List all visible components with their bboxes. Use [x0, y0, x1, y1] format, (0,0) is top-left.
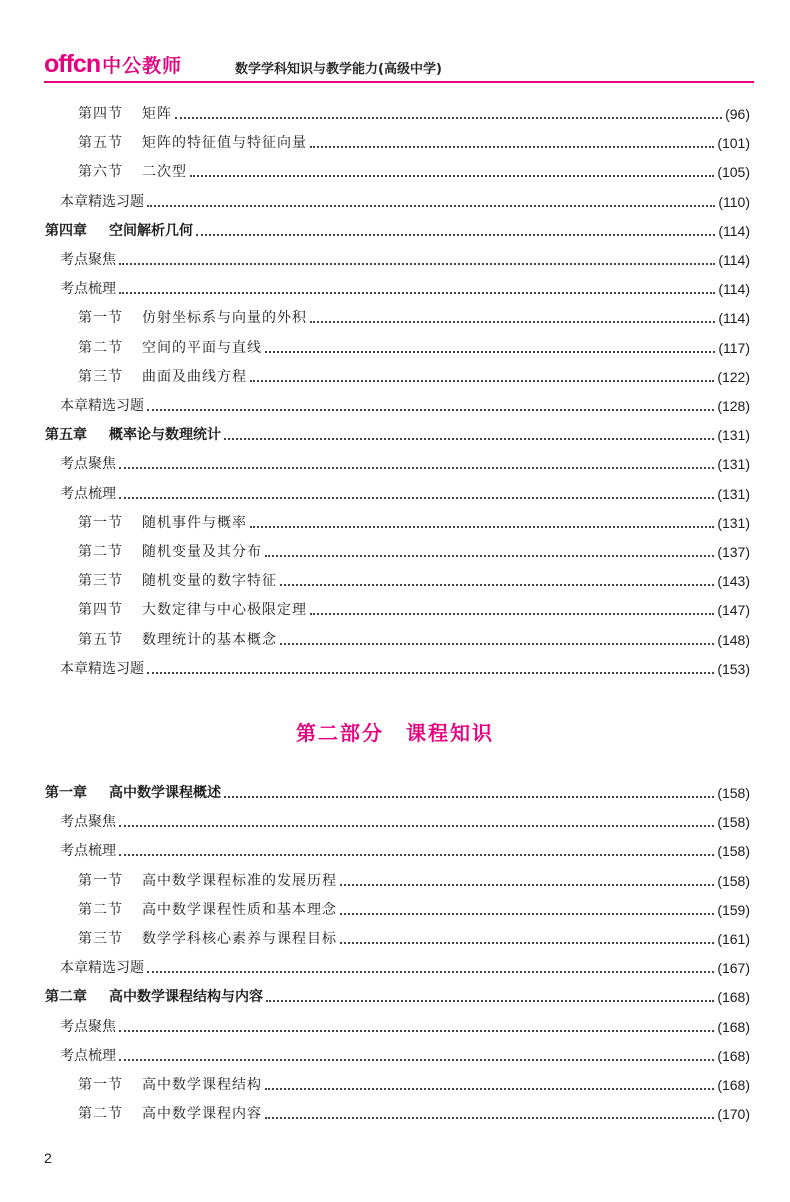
toc-entry-label	[60, 280, 116, 298]
toc-entry-label	[78, 514, 247, 532]
toc-entry-section	[0, 128, 790, 152]
toc-entry-page: (158)	[717, 872, 750, 889]
toc-entry-title: 随机事件与概率	[142, 514, 247, 531]
toc-entry-label	[78, 134, 307, 152]
toc-entry-number: 第一节	[78, 514, 123, 531]
toc-entry-page: (168)	[717, 1018, 750, 1035]
header-divider	[44, 81, 754, 83]
leader-dots	[340, 884, 714, 886]
toc-entry-section	[0, 895, 790, 919]
toc-entry-page: (131)	[717, 427, 750, 444]
toc-entry-chapter	[0, 216, 790, 240]
toc-entry-title: 本章精选习题	[60, 960, 144, 977]
toc-entry-label	[60, 193, 144, 211]
toc-entry-page: (153)	[717, 660, 750, 677]
toc-entry-page: (131)	[717, 456, 750, 473]
toc-entry-topic	[0, 1041, 790, 1065]
toc-entry-number: 第四节	[78, 106, 123, 122]
toc-entry-page: (148)	[717, 631, 750, 648]
toc-entry-title: 矩阵的特征值与特征向量	[142, 135, 307, 152]
toc-entry-label	[60, 455, 116, 473]
toc-entry-number: 第二章	[45, 989, 87, 1006]
leader-dots	[147, 205, 715, 207]
leader-dots	[119, 263, 715, 265]
toc-entry-section	[0, 303, 790, 327]
toc-entry-exercise	[0, 187, 790, 211]
toc-entry-page: (96)	[725, 106, 750, 122]
toc-entry-title: 本章精选习题	[60, 660, 144, 677]
toc-entry-topic	[0, 1012, 790, 1036]
toc-entry-label	[78, 901, 337, 919]
toc-entry-page: (137)	[717, 544, 750, 560]
leader-dots	[224, 438, 714, 440]
toc-entry-number: 第三节	[78, 931, 123, 947]
toc-entry-title: 空间解析几何	[109, 222, 193, 239]
toc-entry-number: 第四章	[45, 222, 87, 239]
toc-entry-title: 考点梳理	[60, 843, 116, 860]
toc-entry-page: (114)	[718, 281, 750, 298]
toc-entry-topic	[0, 245, 790, 269]
toc-entry-title: 考点聚焦	[60, 1018, 116, 1035]
toc-entry-page: (159)	[717, 901, 750, 918]
leader-dots	[119, 854, 714, 856]
toc-entry-title: 考点聚焦	[60, 456, 116, 473]
toc-entry-title: 矩阵	[142, 106, 172, 122]
leader-dots	[119, 467, 714, 469]
leader-dots	[250, 526, 714, 528]
toc-entry-topic	[0, 479, 790, 503]
toc-entry-page: (131)	[717, 485, 750, 502]
toc-entry-number: 第二节	[78, 339, 123, 356]
toc-entry-title: 概率论与数理统计	[109, 427, 221, 444]
leader-dots	[250, 380, 714, 382]
toc-entry-title: 本章精选习题	[60, 193, 144, 210]
toc-entry-section	[0, 866, 790, 890]
toc-entry-label	[78, 368, 247, 386]
toc-entry-label	[78, 543, 262, 561]
toc-entry-number: 第五节	[78, 135, 123, 152]
toc-entry-number: 第一节	[78, 1077, 123, 1093]
leader-dots	[119, 1059, 714, 1061]
toc-entry-page: (114)	[718, 222, 750, 239]
leader-dots	[265, 555, 714, 557]
toc-entry-label	[78, 1105, 262, 1123]
toc-entry-page: (105)	[717, 164, 750, 181]
toc-entry-number: 第五章	[45, 427, 87, 444]
toc-entry-chapter	[0, 778, 790, 802]
toc-entry-title: 考点梳理	[60, 485, 116, 502]
toc-entry-title: 高中数学课程概述	[109, 785, 221, 801]
toc-entry-section	[0, 508, 790, 532]
toc-entry-label	[60, 660, 144, 678]
toc-entry-section	[0, 1070, 790, 1094]
toc-entry-page: (168)	[717, 1077, 750, 1093]
toc-entry-page: (147)	[717, 602, 750, 619]
leader-dots	[266, 1000, 714, 1002]
toc-entry-number: 第一节	[78, 310, 123, 327]
toc-entry-page: (110)	[718, 193, 750, 210]
toc-entry-number: 第三节	[78, 368, 123, 385]
toc-entry-title: 高中数学课程结构	[142, 1077, 262, 1093]
toc-entry-label	[78, 163, 187, 181]
leader-dots	[340, 913, 714, 915]
toc-entry-section	[0, 333, 790, 357]
toc-entry-page: (117)	[718, 339, 750, 356]
toc-entry-title: 本章精选习题	[60, 398, 144, 414]
toc-entry-number: 第一节	[78, 872, 123, 889]
leader-dots	[310, 321, 715, 323]
leader-dots	[280, 643, 714, 645]
toc-entry-label	[60, 1018, 116, 1036]
toc-entry-number: 第二节	[78, 901, 123, 918]
part-title: 第二部分 课程知识	[296, 721, 494, 745]
toc-entry-title: 二次型	[142, 164, 187, 181]
toc-entry-section	[0, 157, 790, 181]
leader-dots	[119, 497, 714, 499]
toc-entry-title: 高中数学课程内容	[142, 1106, 262, 1123]
toc-entry-page: (143)	[717, 573, 750, 590]
toc-entry-title: 高中数学课程结构与内容	[109, 989, 263, 1006]
toc-entry-label	[60, 813, 116, 831]
toc-entry-title: 高中数学课程性质和基本理念	[142, 901, 337, 918]
toc-entry-label	[78, 872, 337, 890]
toc-entry-label	[78, 572, 277, 590]
toc-entry-page: (158)	[717, 814, 750, 831]
toc-entry-title: 大数定律与中心极限定理	[142, 602, 307, 619]
toc-entry-label	[45, 426, 221, 444]
leader-dots	[119, 825, 714, 827]
toc-entry-label	[45, 988, 263, 1006]
leader-dots	[340, 942, 714, 944]
leader-dots	[119, 1030, 714, 1032]
toc-entry-section	[0, 625, 790, 649]
toc-entry-section	[0, 537, 790, 561]
leader-dots	[190, 175, 714, 177]
toc-entry-title: 考点梳理	[60, 1047, 116, 1064]
toc-entry-label	[78, 309, 307, 327]
toc-entry-topic	[0, 449, 790, 473]
toc-entry-label	[78, 105, 172, 123]
book-title: 数学学科知识与教学能力(高级中学)	[235, 62, 442, 77]
page-number: 2	[44, 1150, 52, 1166]
page-header	[44, 44, 754, 84]
toc-entry-label	[78, 339, 262, 357]
toc-entry-page: (114)	[718, 310, 750, 327]
toc-entry-page: (158)	[717, 843, 750, 860]
toc-entry-number: 第二节	[78, 1106, 123, 1123]
toc-entry-title: 考点聚焦	[60, 814, 116, 831]
toc-entry-title: 随机变量及其分布	[142, 544, 262, 560]
toc-entry-section	[0, 566, 790, 590]
toc-entry-page: (158)	[717, 785, 750, 801]
toc-entry-title: 空间的平面与直线	[142, 339, 262, 356]
toc-entry-chapter	[0, 420, 790, 444]
logo-latin: offcn	[44, 50, 101, 78]
toc-entry-title: 考点聚焦	[60, 252, 116, 268]
toc-entry-page: (114)	[718, 252, 750, 268]
leader-dots	[147, 672, 714, 674]
toc-entry-page: (168)	[717, 1047, 750, 1064]
toc-entry-number: 第六节	[78, 164, 123, 181]
toc-entry-title: 数理统计的基本概念	[142, 631, 277, 648]
toc-entry-exercise	[0, 953, 790, 977]
leader-dots	[147, 409, 714, 411]
toc-entry-label	[45, 222, 193, 240]
toc-entry-exercise	[0, 654, 790, 678]
leader-dots	[119, 292, 715, 294]
toc-entry-label	[45, 784, 221, 802]
toc-entry-label	[78, 1076, 262, 1094]
toc-entry-label	[60, 485, 116, 503]
toc-entry-section	[0, 99, 790, 123]
toc-entry-page: (131)	[717, 514, 750, 531]
leader-dots	[280, 584, 714, 586]
leader-dots	[175, 117, 722, 119]
toc-entry-label	[60, 959, 144, 977]
toc-entry-page: (167)	[717, 960, 750, 977]
toc-entry-title: 数学学科核心素养与课程目标	[142, 931, 337, 947]
logo-cn: 中公教师	[102, 55, 183, 77]
toc-entry-number: 第五节	[78, 631, 123, 648]
toc-entry-page: (168)	[717, 989, 750, 1006]
toc-entry-page: (101)	[717, 135, 750, 152]
toc-entry-label	[60, 1047, 116, 1065]
toc-entry-topic	[0, 836, 790, 860]
toc-entry-chapter	[0, 982, 790, 1006]
leader-dots	[196, 234, 715, 236]
leader-dots	[310, 146, 714, 148]
toc-entry-number: 第一章	[45, 785, 87, 801]
toc-entry-section	[0, 924, 790, 948]
toc-entry-title: 考点梳理	[60, 281, 116, 298]
toc-entry-title: 曲面及曲线方程	[142, 368, 247, 385]
toc-entry-exercise	[0, 391, 790, 415]
toc-entry-topic	[0, 807, 790, 831]
toc-entry-title: 高中数学课程标准的发展历程	[142, 872, 337, 889]
toc-entry-page: (161)	[717, 931, 750, 947]
toc-entry-number: 第三节	[78, 573, 123, 590]
toc-entry-label	[60, 251, 116, 269]
leader-dots	[265, 351, 715, 353]
toc-entry-section	[0, 362, 790, 386]
toc-entry-label	[78, 930, 337, 948]
toc-entry-page: (122)	[717, 368, 750, 385]
toc-entry-label	[60, 842, 116, 860]
toc-entry-label	[78, 631, 277, 649]
toc-entry-topic	[0, 274, 790, 298]
leader-dots	[310, 613, 714, 615]
toc-entry-number: 第二节	[78, 544, 123, 560]
leader-dots	[265, 1088, 714, 1090]
offcn-logo	[44, 50, 182, 79]
leader-dots	[224, 796, 714, 798]
toc-entry-page: (170)	[717, 1106, 750, 1123]
toc-entry-title: 仿射坐标系与向量的外积	[142, 310, 307, 327]
toc-entry-number: 第四节	[78, 602, 123, 619]
toc-entry-section	[0, 595, 790, 619]
leader-dots	[147, 971, 714, 973]
toc-entry-section	[0, 1099, 790, 1123]
toc-entry-page: (128)	[717, 398, 750, 414]
toc-entry-label	[60, 397, 144, 415]
toc-entry-title: 随机变量的数字特征	[142, 573, 277, 590]
leader-dots	[265, 1117, 714, 1119]
toc-entry-label	[78, 601, 307, 619]
